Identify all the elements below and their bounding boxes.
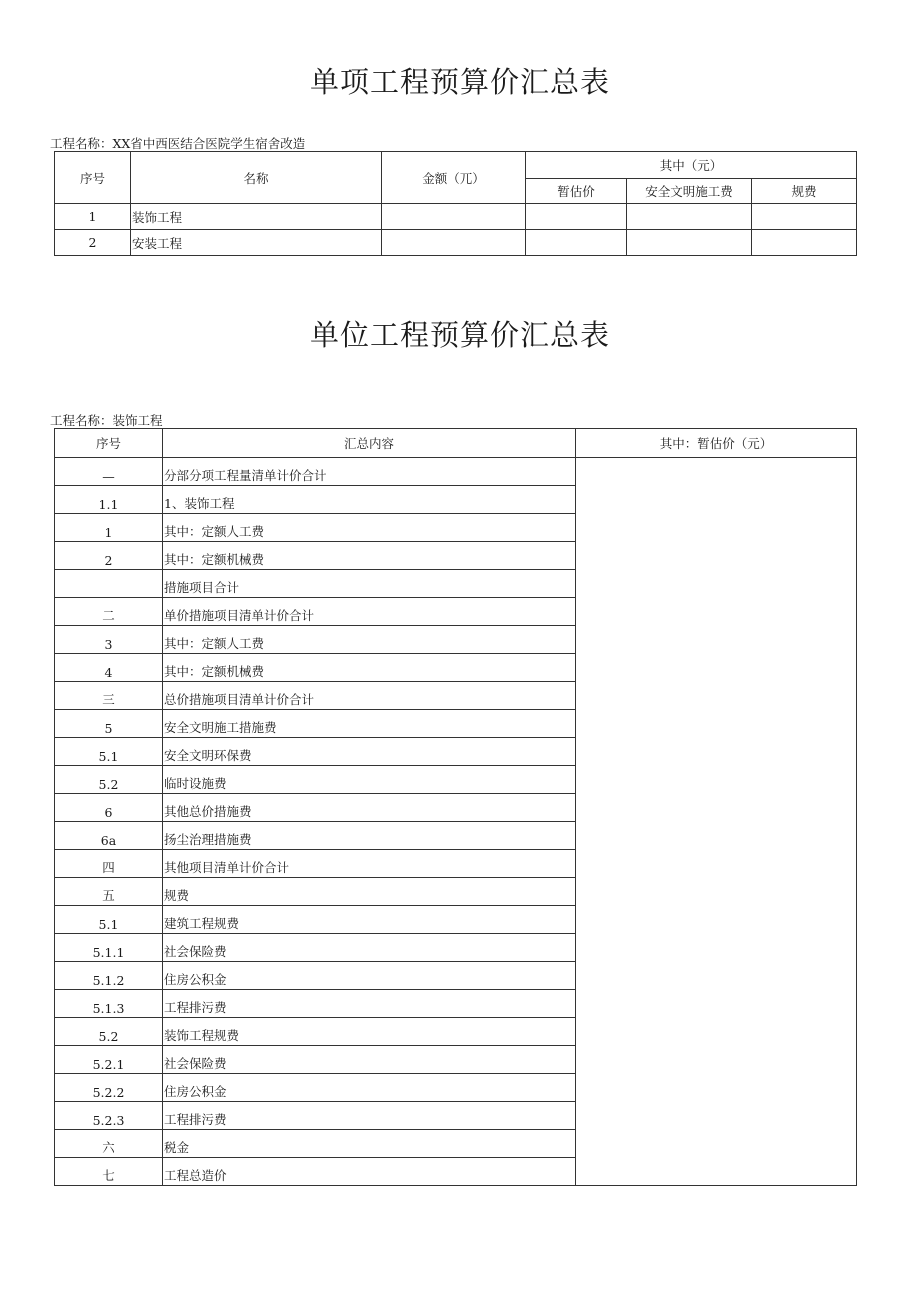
row-seq: —: [55, 458, 163, 486]
row-seq: 1: [55, 204, 131, 230]
row-seq: 6: [55, 794, 163, 822]
row-content: 扬尘治理措施费: [163, 822, 576, 850]
row-seq: 3: [55, 626, 163, 654]
header-seq: 序号: [55, 152, 131, 204]
row-content: 规费: [163, 878, 576, 906]
row-content: 住房公积金: [163, 962, 576, 990]
row-content: 其中：定额机械费: [163, 654, 576, 682]
header-amount: 金额（兀）: [382, 152, 526, 204]
row-seq: 5.2: [55, 766, 163, 794]
row-name: 装饰工程: [131, 204, 382, 230]
row-seq: 1.1: [55, 486, 163, 514]
row-content: 总价措施项目清单计价合计: [163, 682, 576, 710]
unit-summary-title: 单位工程预算价汇总表: [309, 318, 610, 352]
row-seq: 5: [55, 710, 163, 738]
header-content: 汇总内容: [163, 429, 576, 458]
row-seq: 六: [55, 1130, 163, 1158]
row-content: 工程总造价: [163, 1158, 576, 1186]
row-content: 社会保险费: [163, 1046, 576, 1074]
row-content: 工程排污费: [163, 1102, 576, 1130]
row-content: 单价措施项目清单计价合计: [163, 598, 576, 626]
row-seq: 5.2.1: [55, 1046, 163, 1074]
row-seq: 七: [55, 1158, 163, 1186]
row-content: 工程排污费: [163, 990, 576, 1018]
row-provisional: [526, 230, 627, 256]
table-row: [55, 458, 857, 486]
row-content: 临时设施费: [163, 766, 576, 794]
row-seq: 5.1.3: [55, 990, 163, 1018]
row-provisional: [526, 204, 627, 230]
row-content: 分部分项工程量清单计价合计: [163, 458, 576, 486]
row-seq: 5.1.1: [55, 934, 163, 962]
project-summary-title: 单项工程预算价汇总表: [309, 65, 610, 99]
header-provisional: 其中：暂估价（元）: [576, 429, 857, 458]
row-seq: 4: [55, 654, 163, 682]
row-seq: 5.2: [55, 1018, 163, 1046]
unit-summary-table: [54, 428, 857, 1186]
row-seq: 2: [55, 542, 163, 570]
row-seq: 6a: [55, 822, 163, 850]
row-seq: 五: [55, 878, 163, 906]
row-content: 其他项目清单计价合计: [163, 850, 576, 878]
row-seq: 1: [55, 514, 163, 542]
row-content: 社会保险费: [163, 934, 576, 962]
row-content: 1、装饰工程: [163, 486, 576, 514]
row-content: 建筑工程规费: [163, 906, 576, 934]
row-safety-fee: [627, 204, 752, 230]
header-of-which: 其中（元）: [526, 152, 857, 179]
row-seq: 5.2.3: [55, 1102, 163, 1130]
table-row: [55, 230, 857, 256]
row-amount: [382, 204, 526, 230]
header-name: 名称: [131, 152, 382, 204]
row-content: 其中：定额人工费: [163, 626, 576, 654]
row-safety-fee: [627, 230, 752, 256]
row-content: 其中：定额机械费: [163, 542, 576, 570]
header-seq: 序号: [55, 429, 163, 458]
row-seq: 5.1: [55, 906, 163, 934]
row-content: 住房公积金: [163, 1074, 576, 1102]
row-seq: 5.1: [55, 738, 163, 766]
row-content: 安全文明环保费: [163, 738, 576, 766]
row-content: 税金: [163, 1130, 576, 1158]
header-regulatory-fee: 规费: [752, 179, 857, 204]
unit-project-name-line: 工程名称：装饰工程: [50, 413, 163, 428]
row-seq: 2: [55, 230, 131, 256]
row-seq: 二: [55, 598, 163, 626]
row-content: 装饰工程规费: [163, 1018, 576, 1046]
table-row: [55, 204, 857, 230]
row-content: 其他总价措施费: [163, 794, 576, 822]
header-safety-fee: 安全文明施工费: [627, 179, 752, 204]
header-provisional: 暂估价: [526, 179, 627, 204]
row-regulatory-fee: [752, 204, 857, 230]
row-seq: 5.1.2: [55, 962, 163, 990]
project-summary-table: [54, 151, 857, 256]
row-seq: [55, 570, 163, 598]
row-amount: [382, 230, 526, 256]
row-content: 其中：定额人工费: [163, 514, 576, 542]
row-name: 安装工程: [131, 230, 382, 256]
provisional-value-cell: [576, 458, 857, 1186]
row-seq: 四: [55, 850, 163, 878]
row-seq: 三: [55, 682, 163, 710]
project-name-line: 工程名称：XX省中西医结合医院学生宿舍改造: [50, 136, 306, 151]
row-seq: 5.2.2: [55, 1074, 163, 1102]
row-regulatory-fee: [752, 230, 857, 256]
row-content: 措施项目合计: [163, 570, 576, 598]
row-content: 安全文明施工措施费: [163, 710, 576, 738]
